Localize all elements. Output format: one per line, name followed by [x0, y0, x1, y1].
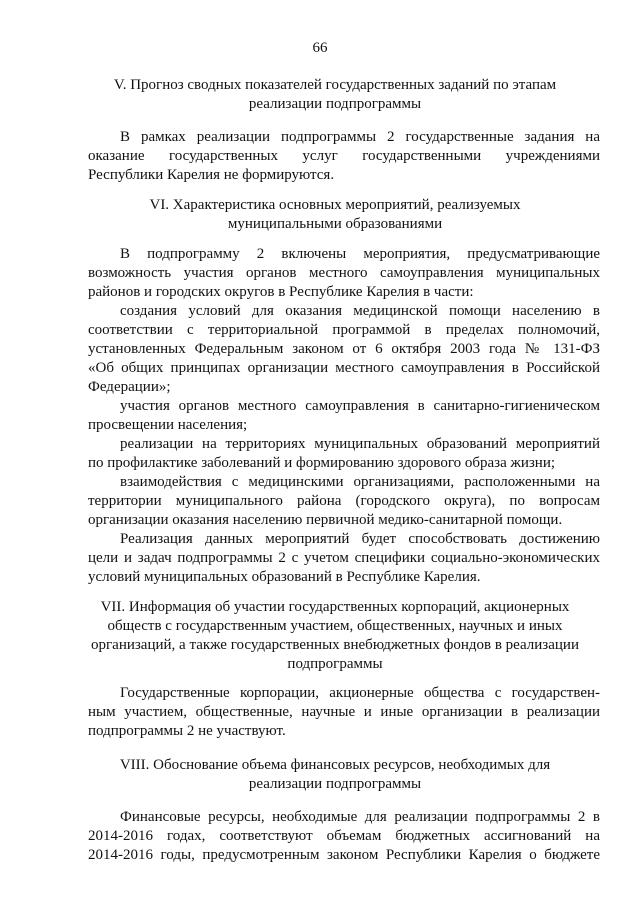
section-6-paragraph-4	[88, 435, 600, 473]
text-line: «Об общих принципах организации местного самоуправления в Российской	[88, 360, 600, 376]
section-6-paragraph-2	[88, 302, 600, 397]
section-7-heading: VII. Информация об участии государственных корпораций, акционерных обществ с государственным участием, общественных, научных и иных организаций, а также государственных внебюджетных фондов в реализации подпрограммы	[91, 599, 579, 672]
text-line: участия органов местного самоуправления в санитарно-гигиеническом	[120, 398, 600, 414]
section-6-paragraph-6	[88, 530, 600, 587]
section-8-paragraph	[88, 808, 600, 865]
text-line: цели и задач подпрограммы 2 с учетом специфики социально-экономических	[88, 550, 600, 566]
text-line: условий муниципальных образований в Республике Карелия.	[88, 569, 481, 585]
text-line: Реализация данных мероприятий будет способствовать достижению	[120, 531, 600, 547]
text-line: создания условий для оказания медицинской помощи населению в	[120, 303, 600, 319]
text-line: ным участием, общественные, научные и иные организации в реализации	[88, 704, 600, 720]
text-line: В рамках реализации подпрограммы 2 государственные задания на	[120, 129, 600, 145]
text-line: просвещении населения;	[88, 417, 248, 433]
text-line: подпрограммы 2 не участвуют.	[88, 723, 286, 739]
text-line: Федерации»;	[88, 379, 171, 395]
text-line: взаимодействия с медицинскими организациями, расположенными на	[120, 474, 600, 490]
page-number: 66	[312, 40, 328, 56]
text-line: оказание государственных услуг государственными учреждениями	[88, 148, 600, 164]
text-line: Государственные корпорации, акционерные общества с государствен-	[120, 685, 600, 701]
section-8-heading: VIII. Обоснование объема финансовых ресурсов, необходимых для реализации подпрограммы	[119, 757, 551, 792]
section-7-paragraph	[88, 684, 600, 741]
section-5-heading: V. Прогноз сводных показателей государственных заданий по этапам реализации подпрограммы	[113, 77, 557, 112]
text-line: В подпрограмму 2 включены мероприятия, предусматривающие	[120, 246, 600, 262]
text-line: Финансовые ресурсы, необходимые для реализации подпрограммы 2 в	[120, 809, 600, 825]
text-line: возможность участия органов местного самоуправления муниципальных	[88, 265, 600, 281]
text-line: районов и городских округов в Республике Карелия в части:	[88, 284, 474, 300]
text-line: соответствии с территориальной программой в пределах полномочий,	[88, 322, 600, 338]
section-6-heading: VI. Характеристика основных мероприятий, реализуемых муниципальными образованиями	[149, 197, 521, 232]
section-6-paragraph-3	[88, 397, 600, 435]
text-line: территории муниципального района (городского округа), по вопросам	[88, 493, 600, 509]
text-line: 2014-2016 годы, предусмотренным законом Республики Карелия о бюджете	[88, 847, 600, 863]
section-5-paragraph	[88, 128, 600, 185]
text-line: установленных Федеральным законом от 6 октября 2003 года № 131-ФЗ	[88, 341, 600, 357]
text-line: по профилактике заболеваний и формированию здорового образа жизни;	[88, 455, 556, 471]
text-line: 2014-2016 годах, соответствуют объемам бюджетных ассигнований на	[88, 828, 600, 844]
section-6-paragraph-1	[88, 245, 600, 302]
text-line: организации оказания населению первичной медико-санитарной помощи.	[88, 512, 563, 528]
text-line: реализации на территориях муниципальных образований мероприятий	[120, 436, 600, 452]
text-line: Республики Карелия не формируются.	[88, 167, 335, 183]
section-6-paragraph-5	[88, 473, 600, 530]
